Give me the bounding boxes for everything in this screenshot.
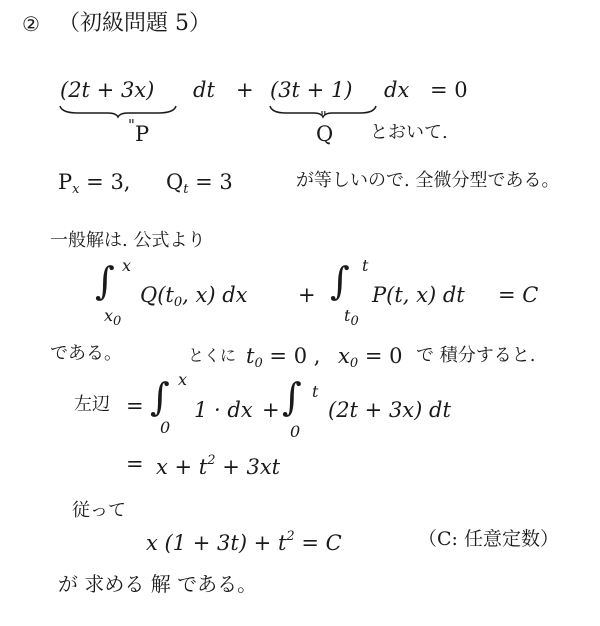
integral-lower-1-sub: 0 xyxy=(113,314,122,329)
t0-var: t xyxy=(246,344,255,368)
formula-term-q-sub: 0 xyxy=(173,295,183,310)
dt-symbol: dt xyxy=(193,78,215,102)
t0-condition xyxy=(246,346,320,370)
integrate-text: で 積分すると. xyxy=(416,345,536,366)
plus-sign: + xyxy=(236,78,254,102)
lhs-lower-1: 0 xyxy=(160,418,171,437)
p-equals-mark: " xyxy=(128,116,135,134)
general-solution-intro: 一般解は. 公式より xyxy=(50,230,206,251)
formula-term-p: P(t, x) dt xyxy=(372,283,465,307)
x0-var: x xyxy=(338,344,350,368)
final-expression xyxy=(146,530,342,554)
integral-sign-2: ∫ xyxy=(330,259,350,303)
result-expr-b: + 3xt xyxy=(215,455,281,479)
px-subscript: x xyxy=(72,182,80,197)
lhs-equals: = xyxy=(126,394,144,418)
t0-val: = 0 , xyxy=(269,344,321,368)
lhs-integral-1: ∫ xyxy=(150,375,170,419)
q-equals-mark: " xyxy=(320,108,327,126)
qt-symbol: Q xyxy=(166,170,184,194)
problem-number: ② xyxy=(22,12,40,36)
result-expr-a: x + t xyxy=(156,455,208,479)
qt-line xyxy=(166,172,233,196)
formula-term-q-rest: , x) dx xyxy=(182,283,248,307)
x0-sub: 0 xyxy=(349,356,359,371)
therefore-text: 従って xyxy=(72,500,126,521)
px-value: = 3, xyxy=(86,170,131,194)
result-equals: = xyxy=(126,452,144,476)
constant-note: （C: 任意定数） xyxy=(418,528,559,550)
x0-val: = 0 xyxy=(364,344,403,368)
result-sup: 2 xyxy=(207,453,216,468)
formula-term-q xyxy=(140,285,248,309)
lhs-upper-2: t xyxy=(312,382,319,401)
formula-equals-c: = C xyxy=(498,283,539,307)
t0-sub: 0 xyxy=(254,356,263,371)
qt-subscript: t xyxy=(183,182,189,197)
p-underbrace xyxy=(58,104,178,118)
lhs-term-2: (2t + 3x) dt xyxy=(328,398,451,422)
integral-lower-1-var: x xyxy=(104,306,114,325)
x0-condition xyxy=(338,346,402,370)
exactness-text: が等しいので. 全微分型である。 xyxy=(296,170,560,191)
formula-plus: + xyxy=(298,283,316,307)
px-line xyxy=(58,172,130,196)
final-expr-a: x (1 + 3t) + t xyxy=(146,531,287,555)
q-label: Q xyxy=(316,122,334,146)
p-term: (2t + 3x) xyxy=(60,78,155,102)
q-term: (3t + 1) xyxy=(270,78,353,102)
qt-value: = 3 xyxy=(195,170,233,194)
lhs-integral-2: ∫ xyxy=(282,375,302,419)
integral-lower-2-var: t xyxy=(344,306,351,325)
final-eq-c: = C xyxy=(294,531,342,555)
dx-symbol: dx xyxy=(384,78,410,102)
lhs-term-1: 1 · dx xyxy=(194,398,253,422)
lhs-label: 左辺 xyxy=(74,394,110,415)
integral-lower-2 xyxy=(344,308,359,328)
result-expression xyxy=(156,454,280,478)
formula-term-q-head: Q(t xyxy=(140,283,174,307)
integral-upper-2: t xyxy=(362,256,369,275)
integral-sign-1: ∫ xyxy=(95,259,115,303)
toite-text: とおいて. xyxy=(370,122,448,143)
integral-upper-1: x xyxy=(122,256,132,275)
integral-lower-1 xyxy=(104,308,121,328)
lhs-plus: + xyxy=(262,398,280,422)
problem-title: （初級問題 5） xyxy=(58,11,211,36)
final-sup: 2 xyxy=(286,529,295,544)
p-label: P xyxy=(135,122,150,146)
lhs-upper-1: x xyxy=(178,370,188,389)
tokuni-text: とくに xyxy=(188,346,237,365)
px-symbol: P xyxy=(58,170,73,194)
dearu-text: である。 xyxy=(50,343,122,364)
equals-zero: = 0 xyxy=(430,78,468,102)
lhs-lower-2: 0 xyxy=(290,422,301,441)
integral-lower-2-sub: 0 xyxy=(350,314,359,329)
conclusion-text: が 求める 解 である。 xyxy=(58,572,258,596)
